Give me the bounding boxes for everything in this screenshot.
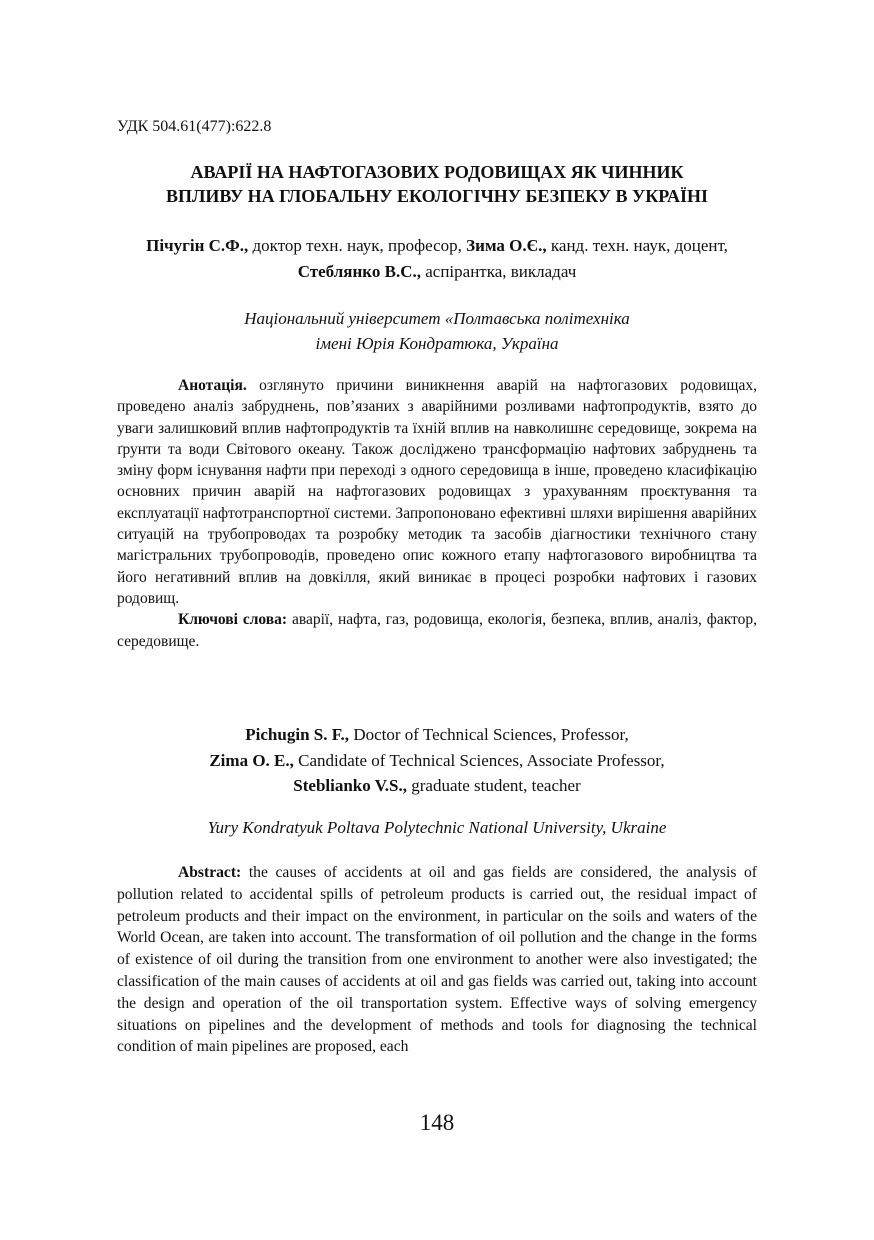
author-3-name: Стеблянко В.С., [297, 262, 421, 281]
page-number: 148 [419, 1110, 455, 1135]
title-line-2: ВПЛИВУ НА ГЛОБАЛЬНУ ЕКОЛОГІЧНУ БЕЗПЕКУ В УКРАЇНІ [165, 186, 709, 206]
author-en-2-role: Candidate of Technical Sciences, Associate Professor, [293, 750, 665, 770]
affiliation-line-1: Національний університет «Полтавська політехніка [244, 309, 630, 328]
abstract-english [117, 862, 757, 1058]
abstract-paragraph [117, 862, 757, 1058]
affiliation-line-2: імені Юрія Кондратюка, Україна [315, 334, 559, 353]
annotation-paragraph [117, 375, 757, 609]
abstract-text: the causes of accidents at oil and gas fields are considered, the analysis of pollution related to accidental spills of petroleum products is carried out, the residual impact of petroleum products and their impact on the environment, in particular on the soils and waters of the World Ocean, are taken into account. The transformation of oil pollution and the change in the forms of existence of oil during the transition from one environment to another were also investigated; the classification of the main causes of accidents at oil and gas fields was carried out, taking into account the design and operation of the oil transportation system. Effective ways of solving emergency situations on pipelines and the development of methods and tools for diagnosing the technical condition of main pipelines are proposed, each [117, 864, 757, 1056]
author-en-2 [117, 748, 757, 774]
author-1-name: Пічугін С.Ф., [146, 236, 249, 255]
abstract-label: Abstract: [178, 864, 242, 881]
affiliation-ukrainian [117, 306, 757, 356]
annotation-ukrainian [117, 375, 757, 652]
author-en-2-name: Zima O. E., [209, 750, 294, 770]
author-en-1 [117, 722, 757, 748]
keywords-label: Ключові слова: [178, 611, 288, 629]
author-en-1-role: Doctor of Technical Sciences, Professor, [349, 725, 629, 744]
title-line-1: АВАРІЇ НА НАФТОГАЗОВИХ РОДОВИЩАХ ЯК ЧИННИК [190, 162, 684, 182]
author-2-role: канд. техн. наук, доцент, [546, 236, 728, 255]
author-3-role: аспірантка, викладач [420, 262, 577, 281]
author-en-3-role: graduate student, teacher [407, 776, 581, 795]
author-en-1-name: Pichugin S. F., [245, 725, 350, 744]
author-1-role: доктор техн. наук, професор, [248, 236, 467, 255]
annotation-text: озглянуто причини виникнення аварій на нафтогазових родовищах, проведено аналіз забруднень, пов’язаних з аварійними розливами нафтопродуктів, взято до уваги залишковий вплив нафтопродуктів та їхній вплив на навколишнє середовище, зокрема на ґрунти та води Світового океану. Також досліджено трансформацію нафтових забруднень та зміну форм існування нафти при переході з одного середовища в інше, проведено класифікацію основних причин аварій на нафтогазових родовищах з урахуванням проєктування та експлуатації нафтотранспортної системи. Запропоновано ефективні шляхи вирішення аварійних ситуацій на трубопроводах та розробку методик та засобів діагностики технічного стану магістральних трубопроводів, проведено опис кожного етапу нафтогазового виробництва та його негативний вплив на довкілля, який виникає в процесі розробки нафтових і газових родовищ. [117, 377, 757, 607]
udc-code: УДК 504.61(477):622.8 [117, 118, 272, 135]
authors-english [117, 722, 757, 799]
affiliation-english: Yury Kondratyuk Poltava Polytechnic National University, Ukraine [207, 818, 667, 837]
annotation-label: Анотація. [178, 377, 247, 394]
keywords-paragraph [117, 609, 757, 652]
author-2-name: Зима О.Є., [466, 236, 547, 255]
author-en-3-name: Steblianko V.S., [293, 776, 407, 795]
author-en-3 [117, 773, 757, 799]
keywords-text: аварії, нафта, газ, родовища, екологія, безпека, вплив, аналіз, фактор, середовище. [117, 611, 757, 650]
paper-title [117, 160, 757, 208]
authors-ukrainian [117, 233, 757, 285]
